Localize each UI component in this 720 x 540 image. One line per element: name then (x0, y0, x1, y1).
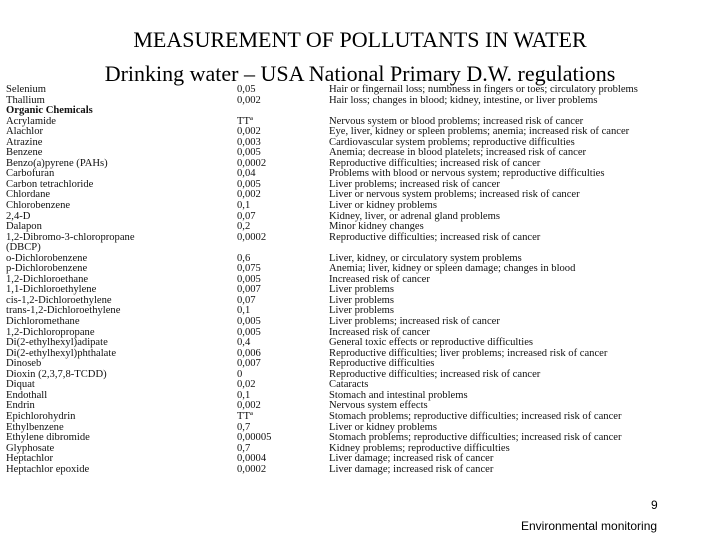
health-effect: Kidney problems; reproductive difficulties (329, 442, 510, 454)
contaminant-name: Thallium (6, 94, 45, 106)
mcl-value: 0,6 (237, 252, 251, 264)
contaminant-name: Atrazine (6, 136, 43, 148)
mcl-value: 0,003 (237, 136, 261, 148)
health-effect: Reproductive difficulties (329, 358, 435, 370)
contaminant-name: Benzene (6, 147, 43, 159)
health-effect: Minor kidney changes (329, 221, 424, 233)
section-heading: Organic Chemicals (6, 105, 93, 117)
page-subtitle: Drinking water – USA National Primary D.W. regulations (104, 61, 616, 86)
contaminant-name: 1,2-Dibromo-3-chloropropane (6, 231, 135, 243)
mcl-value: 0,007 (237, 284, 261, 296)
mcl-value: 0,7 (237, 421, 251, 433)
health-effect: Nervous system effects (329, 400, 428, 412)
table-row (6, 85, 706, 96)
table-row (6, 233, 706, 244)
health-effect: Liver or kidney problems (329, 200, 437, 212)
mcl-value: 0,04 (237, 168, 256, 180)
health-effect: Stomach problems; reproductive difficulties; increased risk of cancer (329, 410, 622, 422)
contaminant-name: Di(2-ethylhexyl)adipate (6, 337, 108, 349)
mcl-value: 0,005 (237, 273, 261, 285)
mcl-value: 0,007 (237, 358, 261, 370)
health-effect: Hair loss; changes in blood; kidney, intestine, or liver problems (329, 94, 598, 106)
mcl-value: 0,002 (237, 189, 261, 201)
contaminant-name: Endrin (6, 400, 35, 412)
contaminant-name: Epichlorohydrin (6, 410, 76, 422)
health-effect: Reproductive difficulties; increased risk of cancer (329, 368, 541, 380)
contaminant-name: Selenium (6, 84, 47, 95)
mcl-value: 0 (237, 368, 243, 380)
mcl-value: 0,00005 (237, 432, 272, 444)
footer-text: Environmental monitoring (521, 519, 658, 533)
table-row (6, 317, 706, 328)
health-effect: General toxic effects or reproductive difficulties (329, 337, 534, 349)
health-effect: Liver damage; increased risk of cancer (329, 453, 494, 465)
health-effect: Liver, kidney, or circulatory system problems (329, 252, 522, 264)
page-title: MEASUREMENT OF POLLUTANTS IN WATER (133, 27, 587, 52)
mcl-value: 0,005 (237, 316, 261, 328)
contaminant-name: Alachlor (6, 126, 44, 138)
health-effect: Liver or nervous system problems; increased risk of cancer (329, 189, 580, 201)
mcl-value: 0,002 (237, 126, 261, 138)
mcl-value: 0,0002 (237, 157, 267, 169)
health-effect: Liver problems (329, 284, 395, 296)
contaminant-name: p-Dichlorobenzene (6, 263, 88, 275)
table-row (6, 433, 706, 444)
health-effect: Stomach problems; reproductive difficulties; increased risk of cancer (329, 432, 622, 444)
health-effect: Anemia; liver, kidney or spleen damage; changes in blood (329, 263, 576, 275)
mcl-value: 0,02 (237, 379, 256, 391)
mcl-value: 0,005 (237, 326, 261, 338)
health-effect: Cardiovascular system problems; reproductive difficulties (329, 136, 575, 148)
health-effect: Liver problems; increased risk of cancer (329, 316, 500, 328)
health-effect: Nervous system or blood problems; increased risk of cancer (329, 115, 584, 127)
mcl-value: TTª (237, 410, 253, 422)
mcl-value: 0,075 (237, 263, 261, 275)
contaminant-name: Carbon tetrachloride (6, 178, 94, 190)
health-effect: Liver problems (329, 305, 395, 317)
mcl-value: 0,07 (237, 294, 256, 306)
contaminant-name: Benzo(a)pyrene (PAHs) (6, 157, 108, 169)
health-effect: Cataracts (329, 379, 369, 391)
mcl-value: 0,4 (237, 337, 251, 349)
health-effect: Reproductive difficulties; increased risk of cancer (329, 231, 541, 243)
mcl-value: 0,7 (237, 442, 251, 454)
health-effect: Anemia; decrease in blood platelets; increased risk of cancer (329, 147, 587, 159)
contaminant-name: Acrylamide (6, 115, 57, 127)
mcl-value: 0,05 (237, 84, 256, 95)
health-effect: Hair or fingernail loss; numbness in fingers or toes; circulatory problems (329, 84, 638, 95)
contaminant-name: Diquat (6, 379, 35, 391)
mcl-value: 0,005 (237, 178, 261, 190)
contaminant-name: Carbofuran (6, 168, 55, 180)
contaminant-name: 1,2-Dichloropropane (6, 326, 95, 338)
table-row (6, 96, 706, 107)
health-effect: Liver problems; increased risk of cancer (329, 178, 500, 190)
mcl-value: TTª (237, 115, 253, 127)
contaminant-name: Dinoseb (6, 358, 42, 370)
mcl-value: 0,002 (237, 400, 261, 412)
health-effect: Eye, liver, kidney or spleen problems; anemia; increased risk of cancer (329, 126, 630, 138)
mcl-value: 0,0002 (237, 463, 267, 475)
contaminant-name: o-Dichlorobenzene (6, 252, 88, 264)
contaminant-name: Dalapon (6, 221, 42, 233)
health-effect: Liver problems (329, 294, 395, 306)
mcl-value: 0,1 (237, 200, 251, 212)
mcl-value: 0,006 (237, 347, 261, 359)
contaminant-name: 1,1-Dichloroethylene (6, 284, 97, 296)
mcl-value: 0,07 (237, 210, 256, 222)
contaminant-name: 1,2-Dichloroethane (6, 273, 89, 285)
contaminant-name: Ethylene dibromide (6, 432, 90, 444)
table-row (6, 412, 706, 423)
contaminant-name: Chlordane (6, 189, 51, 201)
contaminant-name: Ethylbenzene (6, 421, 64, 433)
mcl-value: 0,2 (237, 221, 251, 233)
contaminant-name: cis-1,2-Dichloroethylene (6, 294, 112, 306)
health-effect: Kidney, liver, or adrenal gland problems (329, 210, 500, 222)
table-row (6, 465, 706, 476)
mcl-value: 0,002 (237, 94, 261, 106)
mcl-value: 0,1 (237, 389, 251, 401)
mcl-value: 0,0004 (237, 453, 267, 465)
health-effect: Reproductive difficulties; liver problems; increased risk of cancer (329, 347, 608, 359)
regulations-table (6, 85, 706, 512)
table-row (6, 201, 706, 212)
contaminant-name: Heptachlor epoxide (6, 463, 90, 475)
health-effect: Liver damage; increased risk of cancer (329, 463, 494, 475)
contaminant-name: Heptachlor (6, 453, 54, 465)
contaminant-name: Glyphosate (6, 442, 55, 454)
mcl-value: 0,0002 (237, 231, 267, 243)
page-number: 9 (651, 498, 658, 512)
mcl-value: 0,1 (237, 305, 251, 317)
health-effect: Liver or kidney problems (329, 421, 437, 433)
contaminant-name: 2,4-D (6, 210, 31, 222)
contaminant-name: (DBCP) (6, 242, 41, 254)
health-effect: Stomach and intestinal problems (329, 389, 468, 401)
contaminant-name: trans-1,2-Dichloroethylene (6, 305, 121, 317)
contaminant-name: Dichloromethane (6, 316, 80, 328)
contaminant-name: Chlorobenzene (6, 200, 71, 212)
contaminant-name: Dioxin (2,3,7,8-TCDD) (6, 368, 107, 380)
health-effect: Reproductive difficulties; increased risk of cancer (329, 157, 541, 169)
contaminant-name: Endothall (6, 389, 48, 401)
contaminant-name: Di(2-ethylhexyl)phthalate (6, 347, 117, 359)
health-effect: Increased risk of cancer (329, 273, 430, 285)
mcl-value: 0,005 (237, 147, 261, 159)
health-effect: Problems with blood or nervous system; reproductive difficulties (329, 168, 605, 180)
health-effect: Increased risk of cancer (329, 326, 430, 338)
